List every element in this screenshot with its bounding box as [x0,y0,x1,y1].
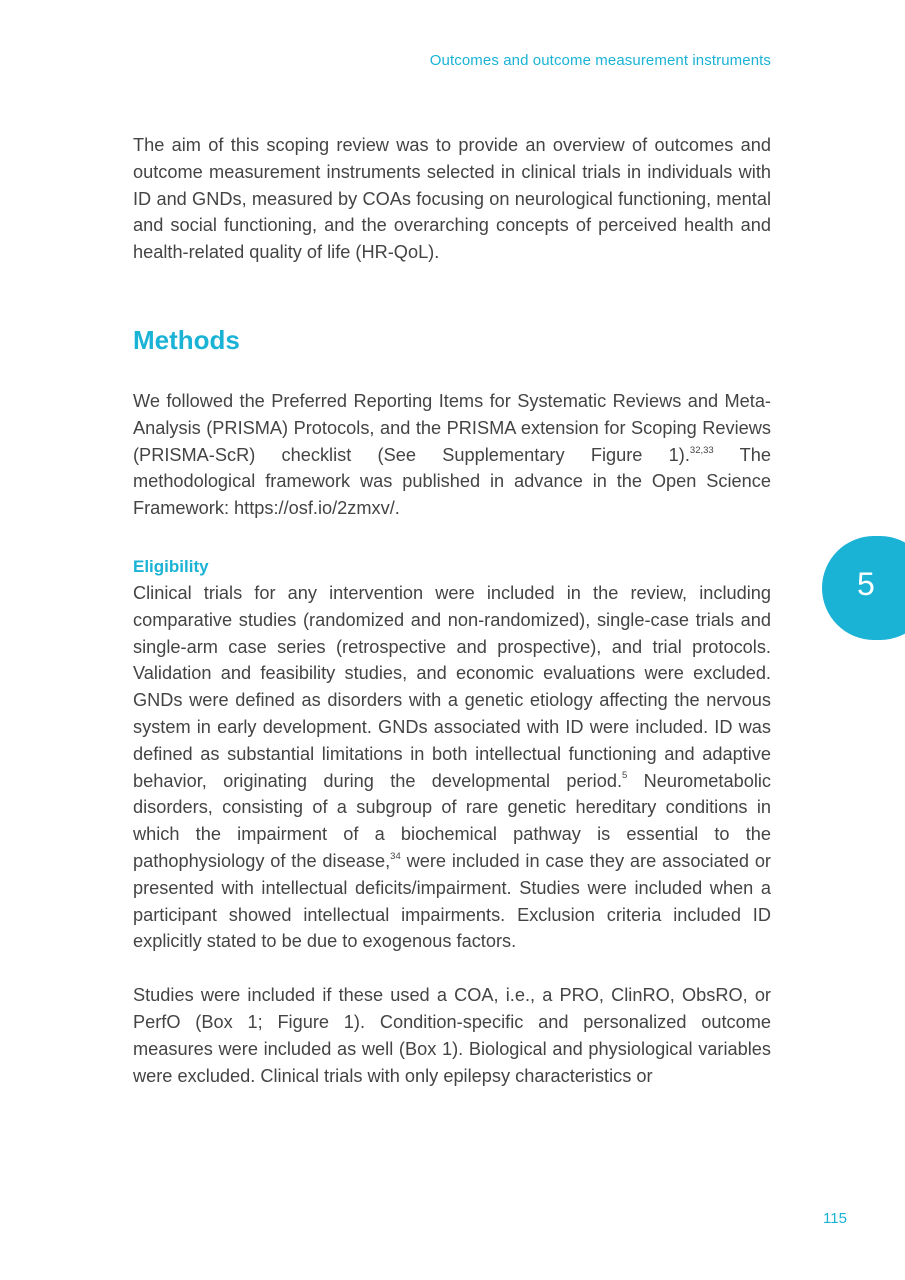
eligibility-text-2: Neurometabolic disorders, consisting of a subgroup of rare genetic hereditary conditions in which the impairment of a biochemical pathway is essential to the pathophysiology of the disease, [133,770,771,871]
page-number: 115 [823,1210,847,1227]
eligibility-text-3: were included in case they are associated or presented with intellectual deficits/impairment. Studies were included when a participant showed intellectual impairments. Exclusion criteria included ID explicitly stated to be due to exogenous factors. [133,850,771,952]
eligibility-text-1: Clinical trials for any intervention were included in the review, including comparative studies (randomized and non-randomized), single-case trials and single-arm case series (retrospective and prospective), and trial protocols. Validation and feasibility studies, and economic evaluations were excluded. GNDs were defined as disorders with a genetic etiology affecting the nervous system in early development. GNDs associated with ID were included. ID was defined as substantial limitations in both intellectual functioning and adaptive behavior, originating during the developmental period. [133,582,771,791]
citation-ref: 5 [622,770,628,782]
methods-text: We followed the Preferred Reporting Items for Systematic Reviews and Meta-Analysis (PRISMA) Protocols, and the PRISMA extension for Scoping Reviews (PRISMA-ScR) checklist (See Supplementary Figure 1). [133,390,771,465]
methods-text-tail: The methodological framework was published in advance in the Open Science Framework: https://osf.io/2zmxv/. [133,444,771,519]
studies-paragraph: Studies were included if these used a COA, i.e., a PRO, ClinRO, ObsRO, or PerfO (Box 1; Figure 1). Condition-specific and personalized outcome measures were included as well (Box 1). Biological and physiological variables were excluded. Clinical trials with only epilepsy characteristics or [133,985,771,1086]
main-content [133,132,771,1089]
intro-paragraph: The aim of this scoping review was to provide an overview of outcomes and outcome measurement instruments selected in clinical trials in individuals with ID and GNDs, measured by COAs focusing on neurological functioning, mental and social functioning, and the overarching concepts of perceived health and health-related quality of life (HR-QoL). [133,135,771,263]
methods-paragraph [133,388,771,522]
citation-ref: 32,33 [689,444,714,456]
chapter-number: 5 [857,566,875,602]
eligibility-paragraph [133,580,771,955]
citation-ref: 34 [390,850,401,862]
eligibility-heading: Eligibility [133,556,209,576]
running-header: Outcomes and outcome measurement instruments [429,52,771,69]
chapter-tab [822,536,905,640]
methods-heading: Methods [133,324,240,355]
